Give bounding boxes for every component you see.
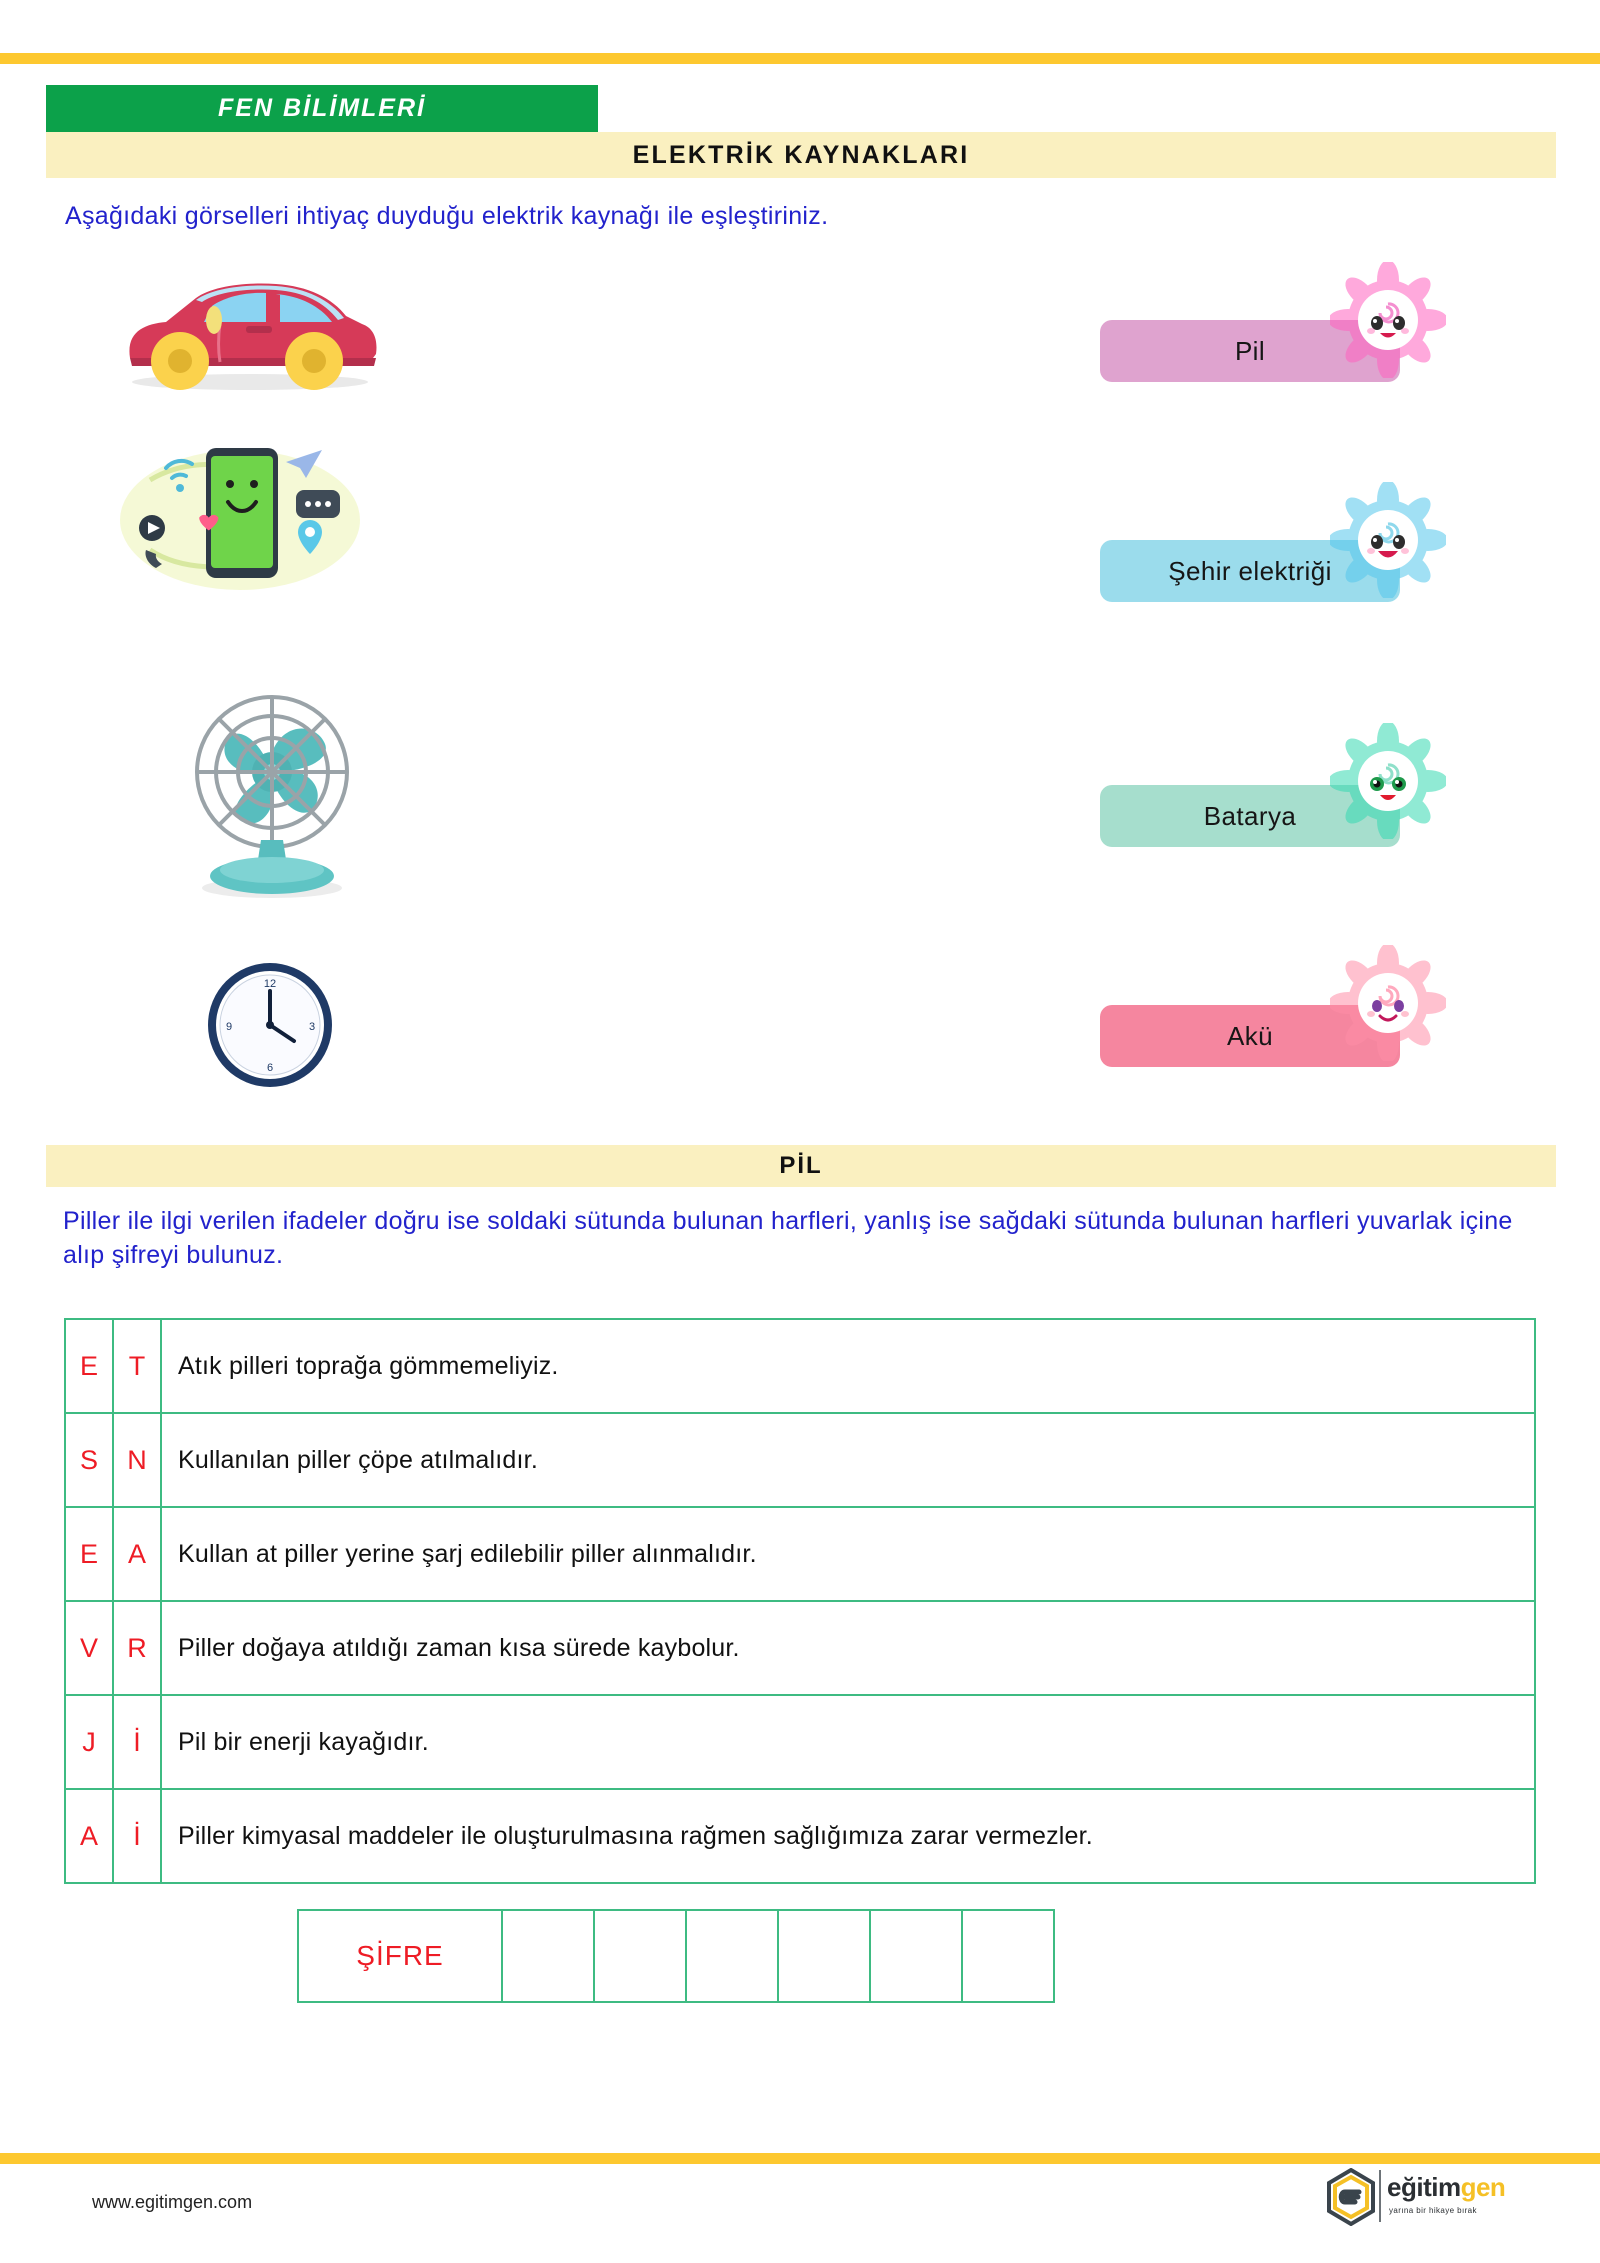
picture-car[interactable] [100,262,390,392]
sun-icon-green [1330,723,1446,839]
table-row[interactable] [65,1789,1535,1883]
picture-clock[interactable] [200,955,340,1095]
footer-url[interactable]: www.egitimgen.com [92,2192,253,2212]
top-rule [0,53,1600,64]
picture-smartphone[interactable] [110,420,370,600]
section-bar-pil [46,1145,1556,1187]
svg-text:3: 3 [308,1021,316,1033]
statement-text: Piller kimyasal maddeler ile oluşturulmasına rağmen sağlığımıza zarar vermezler. [161,1789,1535,1883]
statement-text: Atık pilleri toprağa gömmemeliyiz. [161,1319,1535,1413]
match-card-pil-label: Pil [1234,335,1266,366]
false-letter[interactable]: R [113,1601,161,1695]
answer-code-cell[interactable] [778,1910,870,2002]
answer-code-cell[interactable] [962,1910,1054,2002]
sun-icon-blue [1330,482,1446,598]
false-letter[interactable]: N [113,1413,161,1507]
true-letter[interactable]: V [65,1601,113,1695]
page-title: ELEKTRİK KAYNAKLARI [632,140,970,169]
true-letter[interactable]: E [65,1507,113,1601]
logo-tagline: yarına bir hikaye bırak [1389,2206,1477,2215]
true-letter[interactable]: E [65,1319,113,1413]
statement-text: Kullanılan piller çöpe atılmalıdır. [161,1413,1535,1507]
table-row[interactable] [65,1413,1535,1507]
brand-logo [1325,2168,1540,2230]
sun-icon-pink-magenta [1330,262,1446,378]
answer-code-cell[interactable] [502,1910,594,2002]
bottom-rule [0,2153,1600,2164]
answer-code-label: ŞİFRE [298,1910,502,2002]
table-row[interactable] [65,1695,1535,1789]
picture-fan[interactable] [165,660,380,900]
statement-text: Kullan at piller yerine şarj edilebilir piller alınmalıdır. [161,1507,1535,1601]
svg-text:12: 12 [263,978,277,990]
subject-badge-label: FEN BİLİMLERİ [218,94,426,122]
statement-text: Pil bir enerji kayağıdır. [161,1695,1535,1789]
match-card-aku-label: Akü [1226,1020,1273,1051]
true-letter[interactable]: J [65,1695,113,1789]
logo-divider [1379,2170,1381,2222]
false-letter[interactable]: T [113,1319,161,1413]
match-card-sehir-elektrigi-label: Şehir elektriği [1168,555,1332,586]
true-letter[interactable]: S [65,1413,113,1507]
false-letter[interactable]: İ [113,1695,161,1789]
answer-code-table [297,1909,1055,2003]
table-row[interactable] [65,1507,1535,1601]
answer-code-row [298,1910,1054,2002]
answer-code-cell[interactable] [870,1910,962,2002]
section-title: PİL [779,1152,823,1179]
statement-text: Piller doğaya atıldığı zaman kısa sürede kaybolur. [161,1601,1535,1695]
logo-wordmark-accent: gen [1460,2172,1506,2202]
answer-code-cell[interactable] [594,1910,686,2002]
sun-icon-pink [1330,945,1446,1061]
logo-wordmark-main: eğitim [1387,2172,1461,2202]
table-row[interactable] [65,1319,1535,1413]
svg-text:9: 9 [225,1021,233,1033]
answer-code-cell[interactable] [686,1910,778,2002]
activity2-instruction: Piller ile ilgi verilen ifadeler doğru ise soldaki sütunda bulunan harfleri, yanlış ise sağdaki sütunda bulunan harfleri yuvarlak içine alıp şifreyi bulunuz. [63,1207,1513,1269]
table-row[interactable] [65,1601,1535,1695]
false-letter[interactable]: A [113,1507,161,1601]
statements-table [64,1318,1536,1884]
false-letter[interactable]: İ [113,1789,161,1883]
svg-text:6: 6 [266,1062,274,1074]
activity1-instruction: Aşağıdaki görselleri ihtiyaç duyduğu elektrik kaynağı ile eşleştiriniz. [65,202,829,230]
logo-wordmark [1387,2172,1505,2203]
subject-badge [46,85,598,132]
true-letter[interactable]: A [65,1789,113,1883]
worksheet-title-bar [46,132,1556,178]
match-card-batarya-label: Batarya [1203,800,1297,831]
